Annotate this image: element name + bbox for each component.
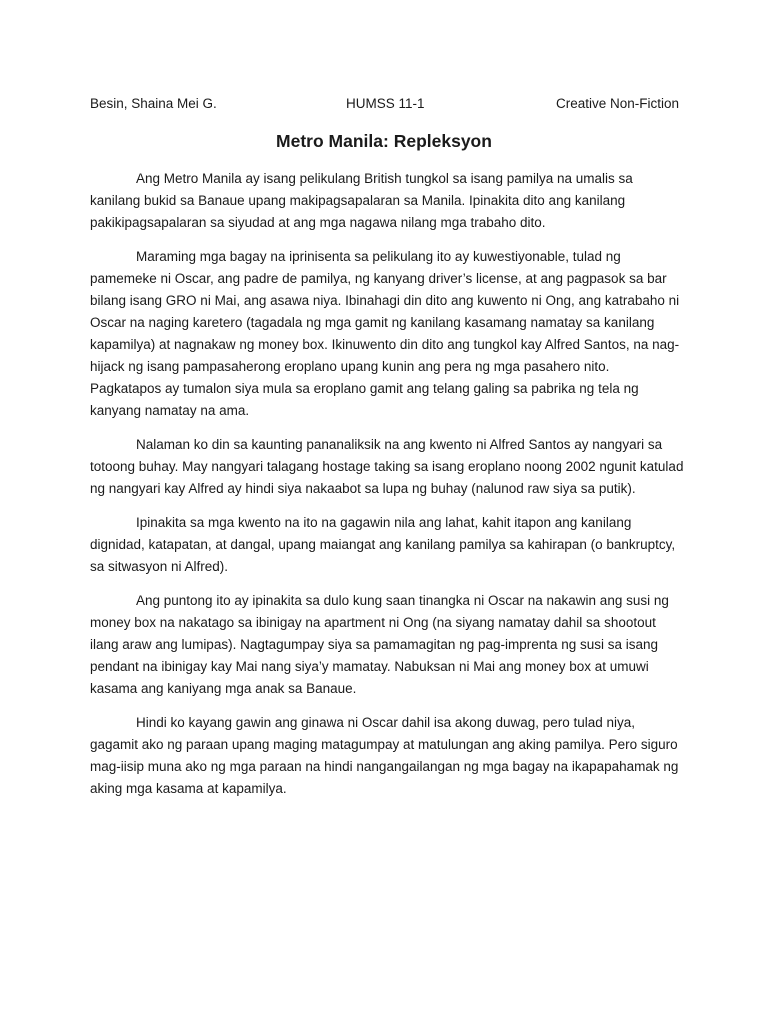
document-body [90,168,684,812]
paragraph-5: Ang puntong ito ay ipinakita sa dulo kung saan tinangka ni Oscar na nakawin ang susi ng money box na nakatago sa ibinigay na apartment ni Ong (na siyang namatay dahil sa shootout ilang araw ang lumipas). Nagtagumpay siya sa pamamagitan ng pag-imprenta ng susi sa isang pendant na ibinigay kay Mai nang siya’y mamatay. Nabuksan ni Mai ang money box at umuwi kasama ang kaniyang mga anak sa Banaue. [90,593,669,696]
paragraph-6: Hindi ko kayang gawin ang ginawa ni Oscar dahil isa akong duwag, pero tulad niya, gagamit ako ng paraan upang maging matagumpay at matulungan ang aking pamilya. Pero siguro mag-iisip muna ako ng mga paraan na hindi nangangailangan ng mga bagay na ikapapahamak ng aking mga kasama at kapamilya. [90,715,679,796]
document-title: Metro Manila: Repleksyon [276,131,492,151]
student-name: Besin, Shaina Mei G. [90,96,217,111]
class-section: HUMSS 11-1 [346,96,425,111]
paragraph-1: Ang Metro Manila ay isang pelikulang British tungkol sa isang pamilya na umalis sa kanilang bukid sa Banaue upang makipagsapalaran sa Manila. Ipinakita dito ang kanilang pakikipagsapalaran sa siyudad at ang mga nagawa nilang mga trabaho dito. [90,171,633,230]
course-name: Creative Non-Fiction [555,96,679,111]
paragraph-4: Ipinakita sa mga kwento na ito na gagawin nila ang lahat, kahit itapon ang kanilang dignidad, katapatan, at dangal, upang maiangat ang kanilang pamilya sa kahirapan (o bankruptcy, sa sitwasyon ni Alfred). [90,515,676,574]
document-header [90,94,679,114]
paragraph-3: Nalaman ko din sa kaunting pananaliksik na ang kwento ni Alfred Santos ay nangyari sa totoong buhay. May nangyari talagang hostage taking sa isang eroplano noong 2002 ngunit katulad ng nangyari kay Alfred ay hindi siya nakaabot sa lupa ng buhay (nalunod raw siya sa putik). [90,437,684,496]
paragraph-2: Maraming mga bagay na iprinisenta sa pelikulang ito ay kuwestiyonable, tulad ng pamemeke ni Oscar, ang padre de pamilya, ng kanyang driver’s license, at ang pagpasok sa bar bilang isang GRO ni Mai, ang asawa niya. Ibinahagi din dito ang kuwento ni Ong, ang katrabaho ni Oscar na naging karetero (tagadala ng mga gamit ng kanilang kasamang namatay sa kanilang kapamilya) at nagnakaw ng money box. Ikinuwento din dito ang tungkol kay Alfred Santos, na nag-hijack ng isang pampasaherong eroplano upang kunin ang pera ng mga pasahero nito. Pagkatapos ay tumalon siya mula sa eroplano gamit ang telang galing sa pabrika ng tela ng kanyang namatay na ama. [90,249,680,418]
